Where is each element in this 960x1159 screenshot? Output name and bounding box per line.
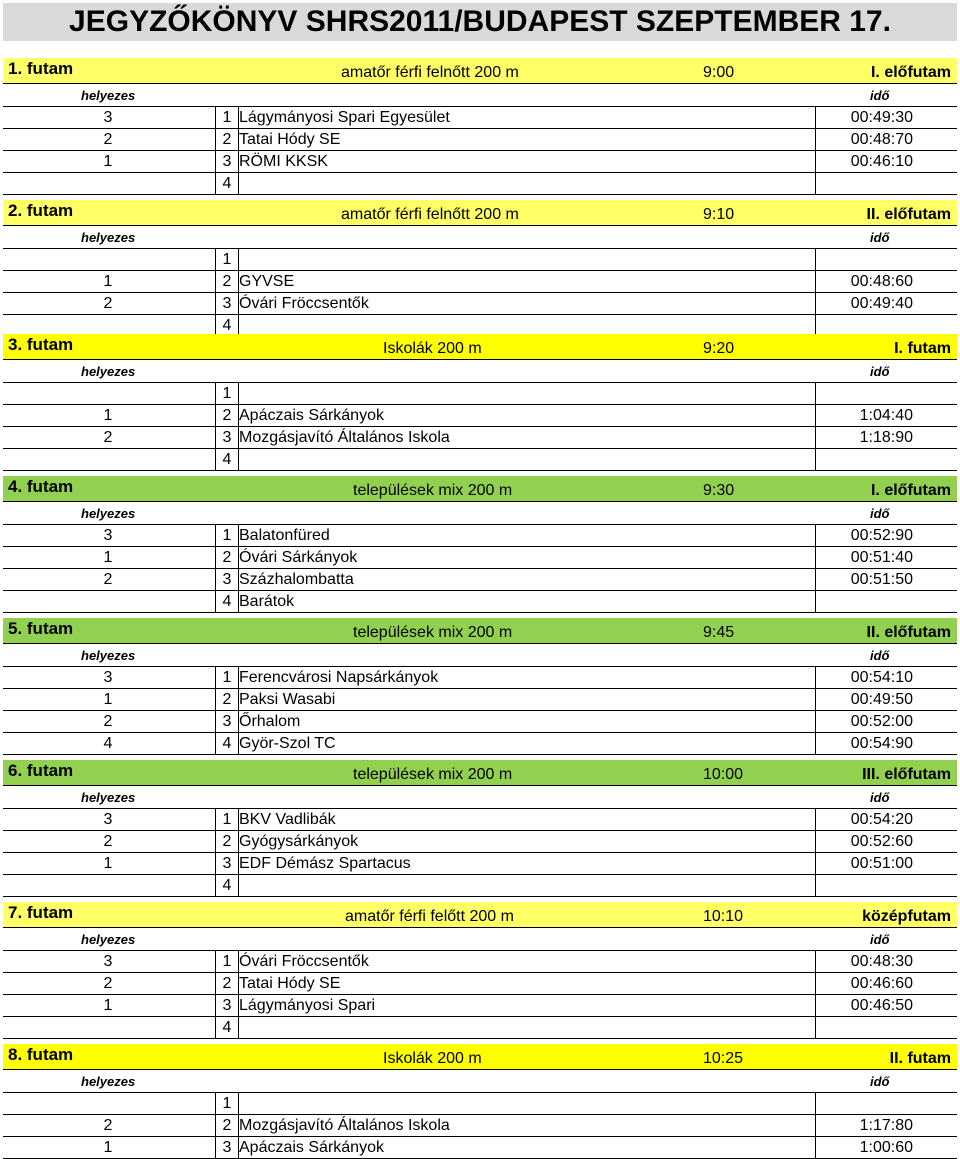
place-cell: 4 (103, 735, 113, 752)
column-labels (3, 928, 957, 950)
race-stage: II. előfutam (866, 206, 951, 223)
result-cell: 00:52:60 (815, 831, 957, 852)
place-cell: 2 (103, 833, 113, 850)
column-labels (3, 502, 957, 524)
helyezes-label: helyezes (81, 506, 136, 521)
result-cell: 00:51:00 (815, 853, 957, 874)
ido-label: idő (870, 506, 890, 521)
helyezes-label: helyezes (81, 648, 136, 663)
table-row (3, 732, 957, 755)
table-row (3, 404, 957, 426)
result-cell: 00:46:60 (815, 973, 957, 994)
team-cell: Óvári Sárkányok (239, 549, 358, 566)
result-cell: 00:49:50 (815, 689, 957, 710)
place-cell: 1 (103, 549, 113, 566)
result-cell: 00:48:60 (815, 271, 957, 292)
table-row (3, 172, 957, 195)
place-cell: 3 (103, 953, 113, 970)
result-cell (815, 315, 957, 336)
team-cell: Lágymányosi Spari Egyesület (239, 109, 450, 126)
place-cell: 3 (103, 109, 113, 126)
helyezes-label: helyezes (81, 230, 136, 245)
place-cell: 1 (103, 1139, 113, 1156)
lane-cell: 4 (215, 875, 239, 896)
place-cell: 3 (103, 527, 113, 544)
race-category: Iskolák 200 m (383, 1050, 482, 1067)
result-cell: 00:48:30 (815, 951, 957, 972)
race-header (3, 334, 957, 360)
table-row (3, 292, 957, 314)
result-cell: 00:46:50 (815, 995, 957, 1016)
team-cell: Apáczais Sárkányok (239, 407, 384, 424)
column-labels (3, 1070, 957, 1092)
helyezes-label: helyezes (81, 88, 136, 103)
table-row (3, 1092, 957, 1114)
table-row (3, 426, 957, 448)
team-cell: Györ-Szol TC (239, 735, 336, 752)
lane-cell: 2 (215, 271, 239, 292)
race-header (3, 200, 957, 226)
ido-label: idő (870, 932, 890, 947)
lane-cell: 4 (215, 591, 239, 612)
race-number: 3. futam (8, 335, 74, 354)
table-row (3, 688, 957, 710)
place-cell: 2 (103, 295, 113, 312)
place-cell: 1 (103, 153, 113, 170)
lane-cell: 2 (215, 129, 239, 150)
race-header (3, 58, 957, 84)
table-row (3, 972, 957, 994)
place-cell: 2 (103, 713, 113, 730)
race-time: 10:10 (703, 908, 744, 925)
race-block (3, 902, 957, 1039)
column-labels (3, 786, 957, 808)
race-time: 9:30 (703, 482, 735, 499)
team-cell: GYVSE (239, 273, 295, 290)
lane-cell: 3 (215, 427, 239, 448)
table-row (3, 950, 957, 972)
team-cell: Lágymányosi Spari (239, 997, 376, 1014)
race-number: 1. futam (8, 59, 74, 78)
race-time: 9:00 (703, 64, 735, 81)
helyezes-label: helyezes (81, 932, 136, 947)
table-row (3, 150, 957, 172)
race-category: települések mix 200 m (353, 766, 513, 783)
column-labels (3, 644, 957, 666)
race-block (3, 618, 957, 755)
race-stage: II. előfutam (866, 624, 951, 641)
table-row (3, 382, 957, 404)
result-cell (815, 449, 957, 470)
race-header (3, 760, 957, 786)
table-row (3, 546, 957, 568)
ido-label: idő (870, 648, 890, 663)
race-stage: II. futam (889, 1050, 951, 1067)
result-rows (3, 248, 957, 337)
table-row (3, 568, 957, 590)
lane-cell: 4 (215, 733, 239, 754)
team-cell: Balatonfüred (239, 527, 330, 544)
lane-cell: 3 (215, 711, 239, 732)
race-time: 9:20 (703, 340, 735, 357)
lane-cell: 1 (215, 951, 239, 972)
race-number: 5. futam (8, 619, 74, 638)
race-number: 7. futam (8, 903, 74, 922)
column-labels (3, 360, 957, 382)
race-header (3, 902, 957, 928)
result-cell: 00:54:20 (815, 809, 957, 830)
result-cell: 00:51:40 (815, 547, 957, 568)
team-cell: Gyógysárkányok (239, 833, 359, 850)
race-stage: I. futam (894, 340, 951, 357)
race-time: 10:00 (703, 766, 744, 783)
lane-cell: 2 (215, 405, 239, 426)
race-number: 4. futam (8, 477, 74, 496)
race-stage: középfutam (862, 908, 951, 925)
lane-cell: 1 (215, 809, 239, 830)
result-cell: 00:49:40 (815, 293, 957, 314)
team-cell: BKV Vadlibák (239, 811, 336, 828)
table-row (3, 1114, 957, 1136)
ido-label: idő (870, 790, 890, 805)
place-cell: 1 (103, 273, 113, 290)
result-cell (815, 383, 957, 404)
result-cell: 00:52:90 (815, 525, 957, 546)
race-stage: I. előfutam (870, 64, 951, 81)
lane-cell: 1 (215, 1093, 239, 1114)
lane-cell: 3 (215, 569, 239, 590)
result-cell: 1:00:60 (815, 1137, 957, 1158)
place-cell: 2 (103, 571, 113, 588)
team-cell: Paksi Wasabi (239, 691, 336, 708)
table-row (3, 852, 957, 874)
lane-cell: 4 (215, 1017, 239, 1038)
result-cell (815, 875, 957, 896)
race-stage: I. előfutam (870, 482, 951, 499)
result-cell: 00:52:00 (815, 711, 957, 732)
table-row (3, 874, 957, 897)
result-rows (3, 666, 957, 755)
team-cell: Barátok (239, 593, 295, 610)
result-cell: 00:54:90 (815, 733, 957, 754)
table-row (3, 710, 957, 732)
place-cell: 2 (103, 429, 113, 446)
team-cell: Mozgásjavító Általános Iskola (239, 1117, 450, 1134)
result-cell (815, 173, 957, 194)
team-cell: Óvári Fröccsentők (239, 953, 369, 970)
table-row (3, 808, 957, 830)
race-block (3, 58, 957, 195)
lane-cell: 3 (215, 853, 239, 874)
ido-label: idő (870, 364, 890, 379)
page-title: JEGYZŐKÖNYV SHRS2011/BUDAPEST SZEPTEMBER 17. (3, 3, 957, 41)
team-cell: EDF Démász Spartacus (239, 855, 411, 872)
ido-label: idő (870, 88, 890, 103)
lane-cell: 2 (215, 547, 239, 568)
race-number: 2. futam (8, 201, 74, 220)
team-cell: Apáczais Sárkányok (239, 1139, 384, 1156)
race-number: 8. futam (8, 1045, 74, 1064)
race-block (3, 760, 957, 897)
lane-cell: 3 (215, 293, 239, 314)
table-row (3, 1016, 957, 1039)
team-cell: Óvári Fröccsentők (239, 295, 369, 312)
place-cell: 2 (103, 131, 113, 148)
race-category: települések mix 200 m (353, 482, 513, 499)
ido-label: idő (870, 230, 890, 245)
lane-cell: 1 (215, 525, 239, 546)
race-category: amatőr férfi felőtt 200 m (345, 908, 514, 925)
table-row (3, 128, 957, 150)
result-cell: 00:51:50 (815, 569, 957, 590)
result-rows (3, 808, 957, 897)
race-block (3, 1044, 957, 1159)
place-cell: 3 (103, 811, 113, 828)
result-rows (3, 106, 957, 195)
race-category: Iskolák 200 m (383, 340, 482, 357)
helyezes-label: helyezes (81, 1074, 136, 1089)
lane-cell: 4 (215, 315, 239, 336)
lane-cell: 1 (215, 667, 239, 688)
lane-cell: 2 (215, 1115, 239, 1136)
team-cell: Ferencvárosi Napsárkányok (239, 669, 439, 686)
table-row (3, 830, 957, 852)
race-header (3, 476, 957, 502)
team-cell: Őrhalom (239, 713, 301, 730)
lane-cell: 3 (215, 995, 239, 1016)
race-category: amatőr férfi felnőtt 200 m (341, 206, 519, 223)
result-cell: 1:04:40 (815, 405, 957, 426)
race-category: települések mix 200 m (353, 624, 513, 641)
place-cell: 2 (103, 1117, 113, 1134)
race-block (3, 200, 957, 337)
table-row (3, 270, 957, 292)
race-block (3, 334, 957, 471)
result-rows (3, 1092, 957, 1159)
helyezes-label: helyezes (81, 364, 136, 379)
race-stage: III. előfutam (862, 766, 951, 783)
team-cell: Tatai Hódy SE (239, 975, 341, 992)
result-cell (815, 1017, 957, 1038)
ido-label: idő (870, 1074, 890, 1089)
lane-cell: 4 (215, 173, 239, 194)
table-row (3, 106, 957, 128)
column-labels (3, 226, 957, 248)
lane-cell: 3 (215, 1137, 239, 1158)
result-rows (3, 524, 957, 613)
result-cell: 1:17:80 (815, 1115, 957, 1136)
place-cell: 1 (103, 997, 113, 1014)
lane-cell: 1 (215, 249, 239, 270)
lane-cell: 2 (215, 689, 239, 710)
lane-cell: 2 (215, 831, 239, 852)
team-cell: Mozgásjavító Általános Iskola (239, 429, 450, 446)
race-category: amatőr férfi felnőtt 200 m (341, 64, 519, 81)
team-cell: Százhalombatta (239, 571, 354, 588)
result-cell: 00:49:30 (815, 107, 957, 128)
result-cell (815, 249, 957, 270)
table-row (3, 994, 957, 1016)
result-cell: 00:54:10 (815, 667, 957, 688)
result-cell: 00:48:70 (815, 129, 957, 150)
table-row (3, 590, 957, 613)
result-cell: 00:46:10 (815, 151, 957, 172)
race-block (3, 476, 957, 613)
race-time: 9:10 (703, 206, 735, 223)
lane-cell: 4 (215, 449, 239, 470)
place-cell: 1 (103, 407, 113, 424)
lane-cell: 3 (215, 151, 239, 172)
race-time: 9:45 (703, 624, 735, 641)
place-cell: 2 (103, 975, 113, 992)
result-cell (815, 591, 957, 612)
team-cell: RÖMI KKSK (239, 153, 328, 170)
helyezes-label: helyezes (81, 790, 136, 805)
place-cell: 3 (103, 669, 113, 686)
table-row (3, 524, 957, 546)
place-cell: 1 (103, 691, 113, 708)
place-cell: 1 (103, 855, 113, 872)
lane-cell: 1 (215, 383, 239, 404)
result-cell: 1:18:90 (815, 427, 957, 448)
race-number: 6. futam (8, 761, 74, 780)
table-row (3, 448, 957, 471)
table-row (3, 248, 957, 270)
result-rows (3, 950, 957, 1039)
team-cell: Tatai Hódy SE (239, 131, 341, 148)
race-time: 10:25 (703, 1050, 744, 1067)
race-header (3, 618, 957, 644)
column-labels (3, 84, 957, 106)
result-cell (815, 1093, 957, 1114)
result-rows (3, 382, 957, 471)
lane-cell: 2 (215, 973, 239, 994)
lane-cell: 1 (215, 107, 239, 128)
race-header (3, 1044, 957, 1070)
table-row (3, 666, 957, 688)
